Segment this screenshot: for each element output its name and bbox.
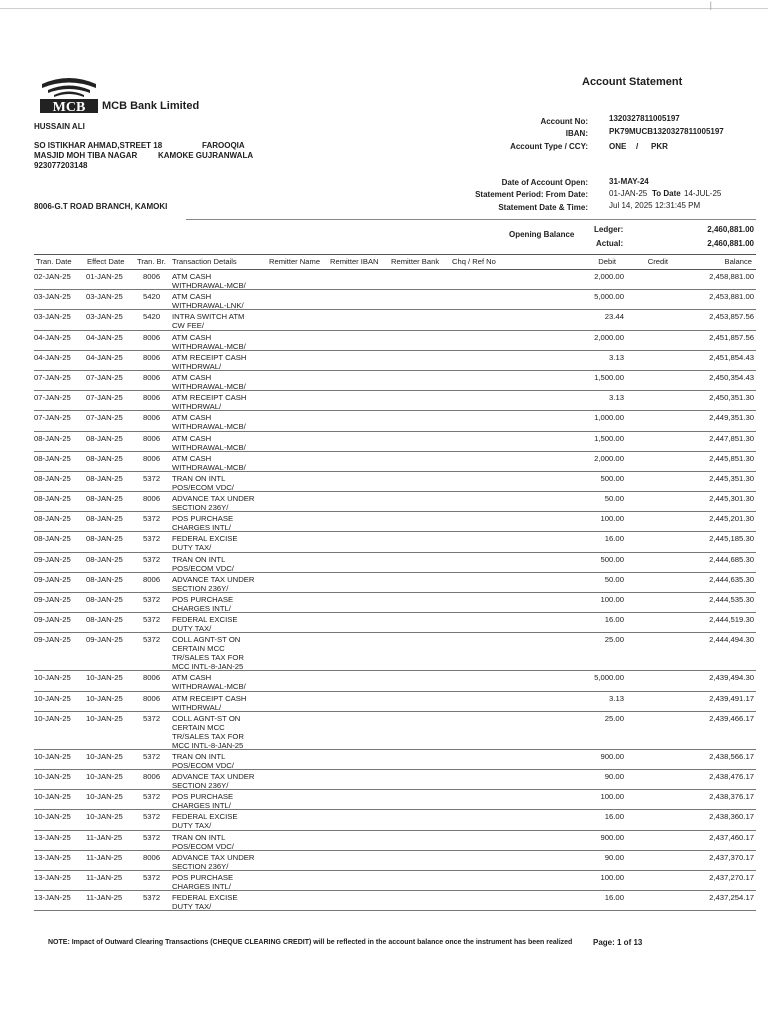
- tran-branch: 5372: [143, 473, 161, 483]
- tran-branch: 8006: [143, 413, 161, 423]
- transaction-details: ATM CASH WITHDRAWAL-MCB/: [172, 413, 246, 432]
- table-row: [34, 270, 756, 290]
- effect-date: 07-JAN-25: [86, 393, 123, 403]
- tran-branch: 8006: [143, 673, 161, 683]
- iban-value: PK79MUCB1320327811005197: [609, 127, 724, 136]
- balance-amount: 2,437,370.17: [709, 852, 754, 862]
- address-line1b: FAROOQIA: [202, 141, 245, 150]
- transaction-details: ATM CASH WITHDRAWAL-MCB/: [172, 453, 246, 472]
- period-to: 14-JUL-25: [684, 189, 722, 198]
- table-row: [34, 432, 756, 452]
- tran-date: 07-JAN-25: [34, 372, 71, 382]
- transaction-details: FEDERAL EXCISE DUTY TAX/: [172, 812, 238, 831]
- balance-amount: 2,449,351.30: [709, 413, 754, 423]
- effect-date: 10-JAN-25: [86, 693, 123, 703]
- iban-label: IBAN:: [565, 129, 588, 138]
- statement-title: Account Statement: [582, 76, 683, 88]
- tran-date: 08-JAN-25: [34, 433, 71, 443]
- effect-date: 10-JAN-25: [86, 673, 123, 683]
- balance-amount: 2,444,519.30: [709, 615, 754, 625]
- transaction-details: ATM CASH WITHDRAWAL-MCB/: [172, 272, 246, 290]
- transaction-details: TRAN ON INTL POS/ECOM VDC/: [172, 832, 234, 851]
- period-to-label: To Date: [652, 189, 681, 198]
- debit-amount: 1,500.00: [594, 372, 624, 382]
- tran-date: 10-JAN-25: [34, 673, 71, 683]
- debit-amount: 2,000.00: [594, 453, 624, 463]
- top-border: [0, 8, 768, 9]
- balance-amount: 2,445,201.30: [709, 514, 754, 524]
- table-row: [34, 452, 756, 472]
- tran-date: 09-JAN-25: [34, 615, 71, 625]
- tran-date: 13-JAN-25: [34, 832, 71, 842]
- tran-date: 04-JAN-25: [34, 332, 71, 342]
- address-line2b: KAMOKE GUJRANWALA: [158, 151, 254, 160]
- table-row: [34, 391, 756, 411]
- debit-amount: 3.13: [609, 393, 624, 403]
- debit-amount: 500.00: [600, 554, 624, 564]
- tran-branch: 8006: [143, 693, 161, 703]
- table-row: [34, 831, 756, 851]
- tran-date: 10-JAN-25: [34, 812, 71, 822]
- table-row: [34, 633, 756, 671]
- tran-date: 10-JAN-25: [34, 751, 71, 761]
- table-row: [34, 851, 756, 871]
- table-row: [34, 810, 756, 830]
- debit-amount: 100.00: [600, 872, 624, 882]
- balance-amount: 2,437,254.17: [709, 893, 754, 903]
- tran-branch: 5372: [143, 751, 161, 761]
- tran-branch: 8006: [143, 771, 161, 781]
- tran-date: 08-JAN-25: [34, 453, 71, 463]
- tran-branch: 5372: [143, 812, 161, 822]
- balance-amount: 2,453,857.56: [709, 312, 754, 322]
- balance-amount: 2,444,535.30: [709, 595, 754, 604]
- col-tran-date: Tran. Date: [36, 257, 72, 266]
- table-row: [34, 411, 756, 431]
- balance-amount: 2,451,857.56: [709, 332, 754, 342]
- table-row: [34, 310, 756, 330]
- debit-amount: 100.00: [600, 595, 624, 604]
- tran-branch: 8006: [143, 433, 161, 443]
- transaction-details: ATM RECEIPT CASH WITHDRWAL/: [172, 352, 247, 371]
- debit-amount: 100.00: [600, 792, 624, 802]
- account-type: ONE: [609, 142, 627, 151]
- transaction-details: ADVANCE TAX UNDER SECTION 236Y/: [172, 494, 255, 513]
- tran-branch: 8006: [143, 574, 161, 584]
- balance-amount: 2,445,351.30: [709, 473, 754, 483]
- balance-amount: 2,438,476.17: [709, 771, 754, 781]
- table-row: [34, 371, 756, 391]
- ledger-label: Ledger:: [594, 225, 624, 234]
- debit-amount: 25.00: [604, 635, 624, 645]
- tran-date: 07-JAN-25: [34, 393, 71, 403]
- balance-amount: 2,437,460.17: [709, 832, 754, 842]
- tran-branch: 5372: [143, 554, 161, 564]
- tran-branch: 8006: [143, 272, 161, 281]
- actual-label: Actual:: [596, 239, 624, 248]
- balance-amount: 2,445,851.30: [709, 453, 754, 463]
- balance-amount: 2,450,351.30: [709, 393, 754, 403]
- debit-amount: 16.00: [604, 615, 624, 625]
- col-remitter-name: Remitter Name: [269, 257, 321, 266]
- table-row: [34, 790, 756, 810]
- transaction-details: TRAN ON INTL POS/ECOM VDC/: [172, 554, 234, 573]
- tran-branch: 5372: [143, 635, 161, 645]
- transaction-details: ADVANCE TAX UNDER SECTION 236Y/: [172, 771, 255, 790]
- col-effect-date: Effect Date: [87, 257, 125, 266]
- table-row: [34, 331, 756, 351]
- effect-date: 08-JAN-25: [86, 615, 123, 625]
- balance-amount: 2,444,685.30: [709, 554, 754, 564]
- debit-amount: 90.00: [604, 852, 624, 862]
- tran-date: 08-JAN-25: [34, 494, 71, 504]
- balance-amount: 2,439,491.17: [709, 693, 754, 703]
- tran-date: 09-JAN-25: [34, 574, 71, 584]
- transaction-details: POS PURCHASE CHARGES INTL/: [172, 595, 234, 613]
- tran-branch: 8006: [143, 372, 161, 382]
- effect-date: 07-JAN-25: [86, 413, 123, 423]
- debit-amount: 5,000.00: [594, 673, 624, 683]
- table-row: [34, 553, 756, 573]
- transaction-details: ATM RECEIPT CASH WITHDRWAL/: [172, 693, 247, 712]
- tran-branch: 8006: [143, 453, 161, 463]
- table-body: [34, 270, 756, 911]
- debit-amount: 3.13: [609, 693, 624, 703]
- transaction-details: ATM RECEIPT CASH WITHDRWAL/: [172, 393, 247, 412]
- table-row: [34, 512, 756, 532]
- statement-period-label: Statement Period: From Date:: [475, 190, 588, 199]
- transaction-details: FEDERAL EXCISE DUTY TAX/: [172, 893, 238, 912]
- balance-amount: 2,444,635.30: [709, 574, 754, 584]
- address-line1: SO ISTIKHAR AHMAD,STREET 18: [34, 141, 163, 150]
- effect-date: 10-JAN-25: [86, 771, 123, 781]
- tran-branch: 8006: [143, 852, 161, 862]
- effect-date: 03-JAN-25: [86, 312, 123, 322]
- tran-date: 08-JAN-25: [34, 534, 71, 544]
- tran-branch: 5372: [143, 534, 161, 544]
- tran-date: 04-JAN-25: [34, 352, 71, 362]
- transaction-details: ATM CASH WITHDRAWAL-MCB/: [172, 332, 246, 351]
- customer-name: HUSSAIN ALI: [34, 122, 85, 131]
- tran-branch: 5372: [143, 792, 161, 802]
- transaction-details: ATM CASH WITHDRAWAL-MCB/: [172, 433, 246, 452]
- transaction-details: COLL AGNT-ST ON CERTAIN MCC TR/SALES TAX FOR MCC INTL-8-JAN-25: [172, 713, 244, 750]
- tran-date: 08-JAN-25: [34, 473, 71, 483]
- effect-date: 08-JAN-25: [86, 494, 123, 504]
- effect-date: 11-JAN-25: [86, 832, 123, 842]
- debit-amount: 16.00: [604, 893, 624, 903]
- table-row: [34, 290, 756, 310]
- debit-amount: 2,000.00: [594, 332, 624, 342]
- debit-amount: 100.00: [600, 514, 624, 524]
- transaction-details: INTRA SWITCH ATM CW FEE/: [172, 312, 245, 331]
- debit-amount: 50.00: [604, 494, 624, 504]
- table-row: [34, 573, 756, 593]
- col-debit: Debit: [598, 257, 616, 266]
- tran-date: 09-JAN-25: [34, 595, 71, 604]
- debit-amount: 3.13: [609, 352, 624, 362]
- transaction-details: ATM CASH WITHDRAWAL-LNK/: [172, 292, 244, 311]
- debit-amount: 16.00: [604, 534, 624, 544]
- effect-date: 04-JAN-25: [86, 332, 123, 342]
- debit-amount: 2,000.00: [594, 272, 624, 281]
- tran-date: 08-JAN-25: [34, 514, 71, 524]
- transaction-details: COLL AGNT-ST ON CERTAIN MCC TR/SALES TAX FOR MCC INTL-8-JAN-25: [172, 635, 244, 672]
- tran-branch: 8006: [143, 393, 161, 403]
- transaction-details: FEDERAL EXCISE DUTY TAX/: [172, 615, 238, 634]
- transaction-details: ADVANCE TAX UNDER SECTION 236Y/: [172, 852, 255, 871]
- tran-branch: 5372: [143, 615, 161, 625]
- table-row: [34, 770, 756, 790]
- balance-amount: 2,438,360.17: [709, 812, 754, 822]
- effect-date: 08-JAN-25: [86, 453, 123, 463]
- debit-amount: 25.00: [604, 713, 624, 723]
- table-row: [34, 891, 756, 911]
- tran-branch: 5372: [143, 514, 161, 524]
- header-separator: [186, 219, 756, 220]
- debit-amount: 16.00: [604, 812, 624, 822]
- tran-branch: 5372: [143, 893, 161, 903]
- col-cheque-ref: Chq / Ref No: [452, 257, 496, 266]
- account-open-date: 31-MAY-24: [609, 177, 649, 186]
- statement-datetime-label: Statement Date & Time:: [498, 203, 588, 212]
- account-no: 1320327811005197: [609, 114, 680, 123]
- period-from: 01-JAN-25: [609, 189, 648, 198]
- effect-date: 10-JAN-25: [86, 713, 123, 723]
- effect-date: 08-JAN-25: [86, 554, 123, 564]
- balance-amount: 2,458,881.00: [709, 272, 754, 281]
- effect-date: 08-JAN-25: [86, 433, 123, 443]
- balance-amount: 2,437,270.17: [709, 872, 754, 882]
- opening-balance-label: Opening Balance: [509, 230, 575, 239]
- branch-name: 8006-G.T ROAD BRANCH, KAMOKI: [34, 202, 168, 211]
- table-row: [34, 613, 756, 633]
- tran-date: 13-JAN-25: [34, 893, 71, 903]
- table-row: [34, 671, 756, 691]
- debit-amount: 900.00: [600, 751, 624, 761]
- table-row: [34, 712, 756, 750]
- tran-date: 03-JAN-25: [34, 312, 71, 322]
- transaction-details: TRAN ON INTL POS/ECOM VDC/: [172, 751, 234, 770]
- tran-date: 09-JAN-25: [34, 635, 71, 645]
- effect-date: 04-JAN-25: [86, 352, 123, 362]
- table-header: [34, 254, 756, 270]
- ledger-balance: 2,460,881.00: [707, 225, 754, 234]
- effect-date: 03-JAN-25: [86, 292, 123, 302]
- account-currency: PKR: [651, 142, 668, 151]
- table-row: [34, 750, 756, 770]
- debit-amount: 500.00: [600, 473, 624, 483]
- tran-branch: 8006: [143, 352, 161, 362]
- bank-name: MCB Bank Limited: [102, 100, 200, 112]
- table-row: [34, 472, 756, 492]
- effect-date: 10-JAN-25: [86, 792, 123, 802]
- tran-branch: 5372: [143, 713, 161, 723]
- transaction-details: ATM CASH WITHDRAWAL-MCB/: [172, 372, 246, 391]
- balance-amount: 2,439,494.30: [709, 673, 754, 683]
- tran-date: 09-JAN-25: [34, 554, 71, 564]
- table-row: [34, 532, 756, 552]
- debit-amount: 90.00: [604, 771, 624, 781]
- balance-amount: 2,444,494.30: [709, 635, 754, 645]
- effect-date: 01-JAN-25: [86, 272, 123, 281]
- tran-date: 07-JAN-25: [34, 413, 71, 423]
- balance-amount: 2,438,376.17: [709, 792, 754, 802]
- table-row: [34, 692, 756, 712]
- col-remitter-bank: Remitter Bank: [391, 257, 440, 266]
- effect-date: 11-JAN-25: [86, 893, 123, 903]
- tran-branch: 5420: [143, 292, 161, 302]
- footer-note: NOTE: Impact of Outward Clearing Transactions (CHEQUE CLEARING CREDIT) will be reflected in the account balance once the instrument has been realized: [48, 939, 573, 946]
- balance-amount: 2,445,185.30: [709, 534, 754, 544]
- account-no-label: Account No:: [540, 117, 588, 126]
- tran-branch: 5372: [143, 595, 161, 604]
- debit-amount: 1,000.00: [594, 413, 624, 423]
- debit-amount: 1,500.00: [594, 433, 624, 443]
- account-type-label: Account Type / CCY:: [510, 142, 588, 151]
- col-credit: Credit: [647, 257, 668, 266]
- tran-branch: 5372: [143, 832, 161, 842]
- transaction-details: FEDERAL EXCISE DUTY TAX/: [172, 534, 238, 553]
- page-number: Page: 1 of 13: [593, 938, 643, 947]
- transaction-details: ADVANCE TAX UNDER SECTION 236Y/: [172, 574, 255, 593]
- tran-branch: 8006: [143, 332, 161, 342]
- balance-amount: 2,445,301.30: [709, 494, 754, 504]
- transaction-details: TRAN ON INTL POS/ECOM VDC/: [172, 473, 234, 492]
- effect-date: 08-JAN-25: [86, 473, 123, 483]
- debit-amount: 23.44: [604, 312, 624, 322]
- col-balance: Balance: [724, 257, 752, 266]
- effect-date: 08-JAN-25: [86, 514, 123, 524]
- corner-mark: |: [709, 0, 712, 10]
- tran-branch: 5420: [143, 312, 161, 322]
- effect-date: 07-JAN-25: [86, 372, 123, 382]
- transaction-details: POS PURCHASE CHARGES INTL/: [172, 872, 234, 891]
- tran-date: 10-JAN-25: [34, 792, 71, 802]
- effect-date: 10-JAN-25: [86, 812, 123, 822]
- statement-datetime: Jul 14, 2025 12:31:45 PM: [609, 201, 701, 210]
- tran-branch: 8006: [143, 494, 161, 504]
- account-open-label: Date of Account Open:: [501, 178, 588, 187]
- col-transaction-details: Transaction Details: [172, 257, 237, 266]
- debit-amount: 5,000.00: [594, 292, 624, 302]
- balance-amount: 2,447,851.30: [709, 433, 754, 443]
- debit-amount: 50.00: [604, 574, 624, 584]
- tran-branch: 5372: [143, 872, 161, 882]
- effect-date: 08-JAN-25: [86, 595, 123, 604]
- address-line2: MASJID MOH TIBA NAGAR: [34, 151, 138, 160]
- balance-amount: 2,439,466.17: [709, 713, 754, 723]
- effect-date: 11-JAN-25: [86, 852, 123, 862]
- transaction-details: ATM CASH WITHDRAWAL-MCB/: [172, 673, 246, 692]
- transactions-table: [34, 254, 756, 911]
- svg-text:MCB: MCB: [52, 100, 86, 114]
- effect-date: 08-JAN-25: [86, 534, 123, 544]
- mcb-logo: [40, 74, 98, 114]
- table-row: [34, 351, 756, 371]
- tran-date: 10-JAN-25: [34, 771, 71, 781]
- effect-date: 11-JAN-25: [86, 872, 123, 882]
- balance-amount: 2,438,566.17: [709, 751, 754, 761]
- col-remitter-iban: Remitter IBAN: [330, 257, 379, 266]
- actual-balance: 2,460,881.00: [707, 239, 754, 248]
- table-row: [34, 593, 756, 613]
- balance-amount: 2,450,354.43: [709, 372, 754, 382]
- effect-date: 10-JAN-25: [86, 751, 123, 761]
- table-row: [34, 871, 756, 891]
- tran-date: 13-JAN-25: [34, 872, 71, 882]
- tran-date: 02-JAN-25: [34, 272, 71, 281]
- transaction-details: POS PURCHASE CHARGES INTL/: [172, 792, 234, 811]
- tran-date: 10-JAN-25: [34, 713, 71, 723]
- balance-amount: 2,453,881.00: [709, 292, 754, 302]
- account-type-separator: /: [636, 142, 639, 151]
- table-row: [34, 492, 756, 512]
- col-tran-branch: Tran. Br.: [137, 257, 166, 266]
- tran-date: 03-JAN-25: [34, 292, 71, 302]
- debit-amount: 900.00: [600, 832, 624, 842]
- tran-date: 13-JAN-25: [34, 852, 71, 862]
- effect-date: 09-JAN-25: [86, 635, 123, 645]
- effect-date: 08-JAN-25: [86, 574, 123, 584]
- customer-phone: 923077203148: [34, 161, 88, 170]
- balance-amount: 2,451,854.43: [709, 352, 754, 362]
- tran-date: 10-JAN-25: [34, 693, 71, 703]
- transaction-details: POS PURCHASE CHARGES INTL/: [172, 514, 234, 533]
